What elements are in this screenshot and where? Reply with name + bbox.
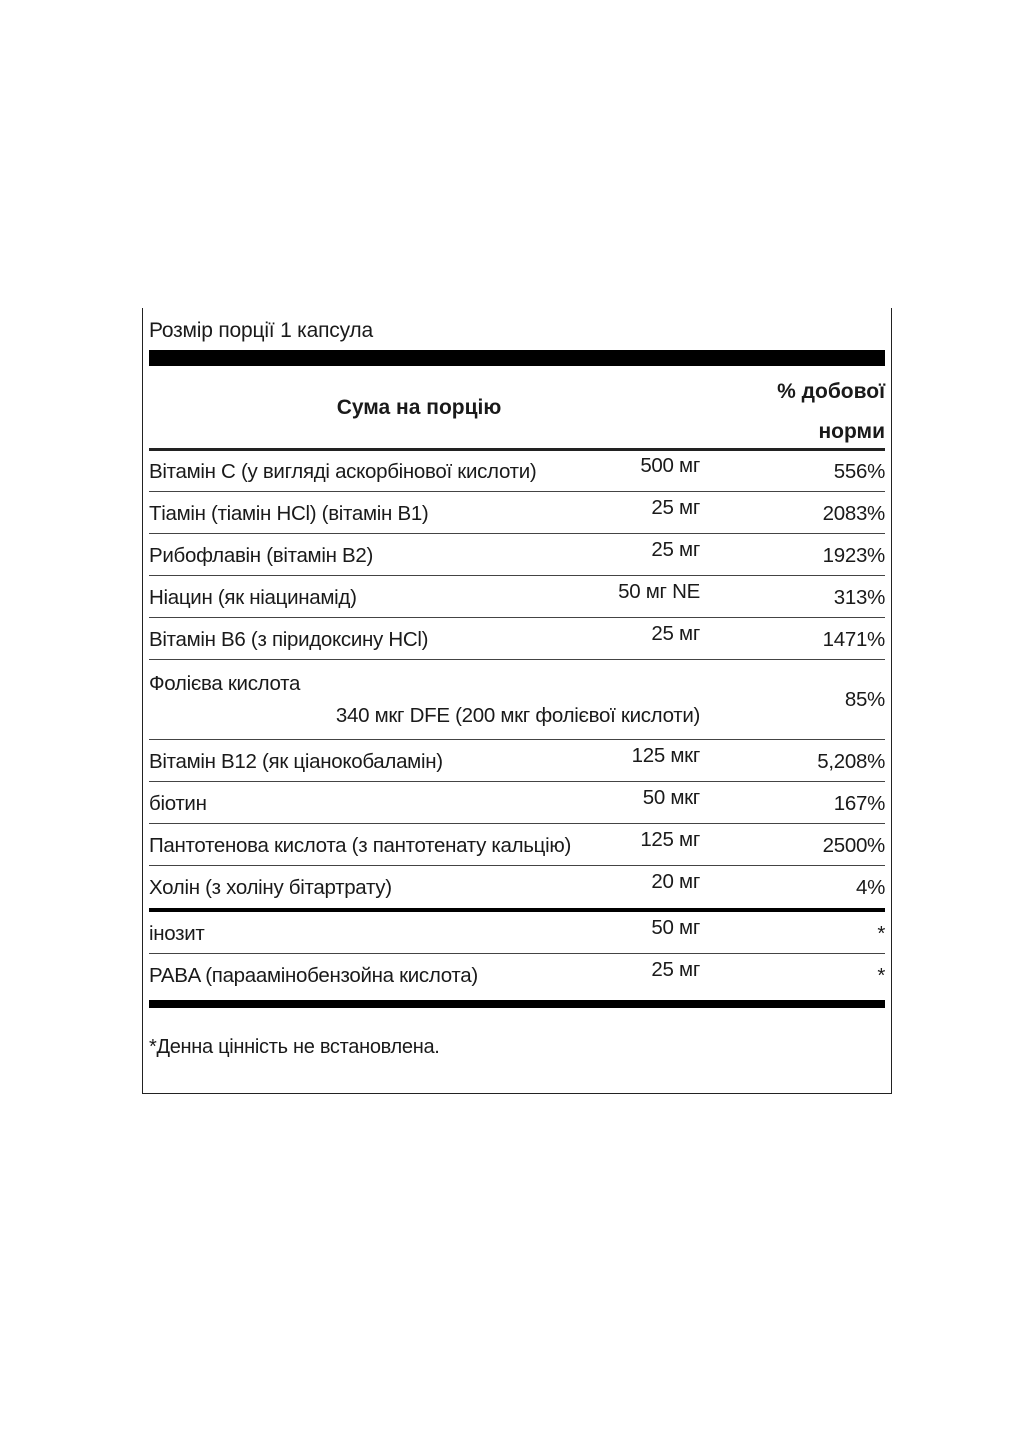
nutrient-amount: 500 мг (640, 454, 700, 477)
table-row (149, 824, 885, 866)
table-row (149, 534, 885, 576)
nutrient-daily-value: 4% (855, 876, 885, 899)
ingredient-daily-value: * (877, 964, 885, 987)
daily-value-label-line2: норми (818, 420, 885, 443)
daily-value-label-line1: % добової (777, 380, 885, 403)
table-row (149, 866, 885, 908)
amount-per-serving-label: Сума на порцію (336, 396, 502, 419)
table-row (149, 782, 885, 824)
ingredient-name: PABA (параамінобензойна кислота) (149, 964, 478, 987)
ingredient-amount: 25 мг (651, 958, 700, 981)
table-row (149, 740, 885, 782)
table-row (149, 492, 885, 534)
nutrient-name: Рибофлавін (вітамін B2) (149, 544, 374, 567)
nutrient-daily-value: 1471% (822, 628, 885, 651)
nutrient-daily-value: 556% (833, 460, 885, 483)
nutrient-daily-value: 5,208% (817, 750, 885, 773)
daily-value-label (705, 372, 885, 452)
nutrient-amount: 25 мг (651, 622, 700, 645)
nutrient-name: Вітамін B6 (з піридоксину HCl) (149, 628, 429, 651)
table-row (149, 912, 885, 954)
nutrient-daily-value: 1923% (822, 544, 885, 567)
nutrient-name: Пантотенова кислота (з пантотенату кальцію) (149, 834, 571, 857)
ingredient-daily-value: * (877, 922, 885, 945)
footnote: *Денна цінність не встановлена. (149, 1036, 440, 1058)
nutrient-amount: 125 мг (640, 828, 700, 851)
nutrient-daily-value: 313% (833, 586, 885, 609)
nutrient-amount: 50 мкг (642, 786, 700, 809)
table-header (149, 368, 885, 448)
nutrient-amount: 25 мг (651, 496, 700, 519)
serving-size: Розмір порції 1 капсула (149, 319, 373, 342)
table-row (149, 954, 885, 996)
supplement-facts-panel (142, 308, 892, 1094)
table-row (149, 576, 885, 618)
table-row (149, 618, 885, 660)
nutrient-name: Холін (з холіну бітартрату) (149, 876, 392, 899)
nutrient-amount: 125 мкг (631, 744, 700, 767)
nutrient-table (149, 450, 885, 996)
nutrient-name: Тіамін (тіамін HCl) (вітамін B1) (149, 502, 429, 525)
nutrient-name: біотин (149, 792, 207, 815)
nutrient-amount: 25 мг (651, 538, 700, 561)
ingredient-amount: 50 мг (651, 916, 700, 939)
table-row (149, 450, 885, 492)
nutrient-name: Вітамін С (у вигляді аскорбінової кислоти) (149, 460, 537, 483)
nutrient-name: Фолієва кислота (149, 672, 301, 695)
thick-divider (149, 350, 885, 366)
nutrient-amount: 20 мг (651, 870, 700, 893)
nutrient-daily-value: 2500% (822, 834, 885, 857)
nutrient-amount: 50 мг NE (618, 580, 700, 603)
nutrient-daily-value: 85% (844, 688, 885, 711)
nutrient-name: Ніацин (як ніацинамід) (149, 586, 357, 609)
bottom-thick-divider (149, 1000, 885, 1008)
table-row (149, 660, 885, 740)
nutrient-name: Вітамін B12 (як ціанокобаламін) (149, 750, 443, 773)
nutrient-daily-value: 167% (833, 792, 885, 815)
nutrient-daily-value: 2083% (822, 502, 885, 525)
nutrient-amount: 340 мкг DFE (200 мкг фолієвої кислоти) (335, 704, 700, 727)
ingredient-name: інозит (149, 922, 205, 945)
